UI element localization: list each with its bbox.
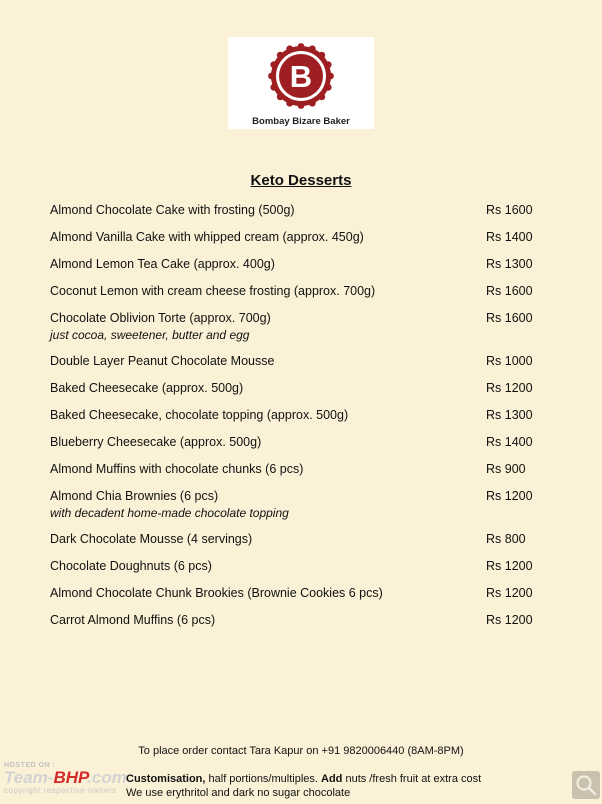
item-description: just cocoa, sweetener, butter and egg xyxy=(50,328,250,342)
magnifier-icon xyxy=(572,771,600,799)
menu-item xyxy=(50,435,540,449)
menu-item xyxy=(50,408,540,422)
item-name: Carrot Almond Muffins (6 pcs) xyxy=(50,613,216,627)
brand-name: Bombay Bizare Baker xyxy=(252,116,350,127)
watermark-brand xyxy=(4,769,194,786)
item-price: Rs 1200 xyxy=(486,489,533,503)
zoom-button[interactable] xyxy=(572,771,600,799)
hosting-watermark xyxy=(4,762,194,798)
item-name: Baked Cheesecake (approx. 500g) xyxy=(50,381,244,395)
item-name: Almond Chocolate Cake with frosting (500g) xyxy=(50,203,295,217)
menu-item xyxy=(50,489,540,520)
item-name: Coconut Lemon with cream cheese frosting (approx. 700g) xyxy=(50,284,376,298)
order-note-line-2: We use erythritol and dark no sugar chocolate xyxy=(126,787,351,799)
menu-item xyxy=(50,230,540,244)
menu-item xyxy=(50,257,540,271)
item-name: Almond Muffins with chocolate chunks (6 pcs) xyxy=(50,462,304,476)
item-price: Rs 1200 xyxy=(486,613,533,627)
item-price: Rs 1600 xyxy=(486,311,533,325)
item-name: Dark Chocolate Mousse (4 servings) xyxy=(50,532,253,546)
item-price: Rs 800 xyxy=(486,532,526,546)
watermark-brand-b: BHP xyxy=(53,768,88,787)
item-name: Almond Vanilla Cake with whipped cream (approx. 450g) xyxy=(50,230,364,244)
item-price: Rs 1600 xyxy=(486,284,533,298)
menu-item xyxy=(50,532,540,546)
item-name: Baked Cheesecake, chocolate topping (approx. 500g) xyxy=(50,408,349,422)
note-text-extras: nuts /fresh fruit at extra cost xyxy=(342,773,482,785)
item-price: Rs 1200 xyxy=(486,381,533,395)
item-name: Chocolate Oblivion Torte (approx. 700g) xyxy=(50,311,271,325)
item-price: Rs 900 xyxy=(486,462,526,476)
item-price: Rs 1200 xyxy=(486,559,533,573)
note-text-portions: half portions/multiples. xyxy=(205,773,322,785)
watermark-copyright: copyright respective owners xyxy=(4,786,117,795)
logo-letter: B xyxy=(289,59,313,94)
note-bold-customisation: Customisation, xyxy=(126,773,206,785)
note-bold-add: Add xyxy=(321,773,343,785)
menu-item xyxy=(50,462,540,476)
item-name: Double Layer Peanut Chocolate Mousse xyxy=(50,354,275,368)
item-price: Rs 1200 xyxy=(486,586,533,600)
item-price: Rs 1600 xyxy=(486,203,533,217)
item-name: Almond Chocolate Chunk Brookies (Brownie Cookies 6 pcs) xyxy=(50,586,383,600)
item-price: Rs 1400 xyxy=(486,435,533,449)
item-price: Rs 1300 xyxy=(486,408,533,422)
watermark-brand-c: .com xyxy=(87,768,127,787)
item-name: Almond Chia Brownies (6 pcs) xyxy=(50,489,219,503)
order-contact: To place order contact Tara Kapur on +91 9820006440 (8AM-8PM) xyxy=(138,745,464,757)
menu-title: Keto Desserts xyxy=(250,172,352,189)
menu-item xyxy=(50,311,540,342)
menu-item xyxy=(50,586,540,600)
item-price: Rs 1300 xyxy=(486,257,533,271)
menu-item xyxy=(50,613,540,627)
menu-item xyxy=(50,284,540,298)
menu-item xyxy=(50,381,540,395)
item-name: Almond Lemon Tea Cake (approx. 400g) xyxy=(50,257,275,271)
item-price: Rs 1000 xyxy=(486,354,533,368)
menu-item xyxy=(50,559,540,573)
logo-seal-icon xyxy=(267,42,335,110)
item-price: Rs 1400 xyxy=(486,230,533,244)
menu-item xyxy=(50,203,540,217)
order-note-line-1 xyxy=(126,772,602,786)
bakery-logo xyxy=(228,37,374,129)
item-description: with decadent home-made chocolate topping xyxy=(50,506,289,520)
watermark-hosted-label: HOSTED ON : xyxy=(4,762,56,769)
watermark-brand-a: Team- xyxy=(4,768,54,787)
menu-item xyxy=(50,354,540,368)
item-name: Chocolate Doughnuts (6 pcs) xyxy=(50,559,212,573)
item-name: Blueberry Cheesecake (approx. 500g) xyxy=(50,435,262,449)
